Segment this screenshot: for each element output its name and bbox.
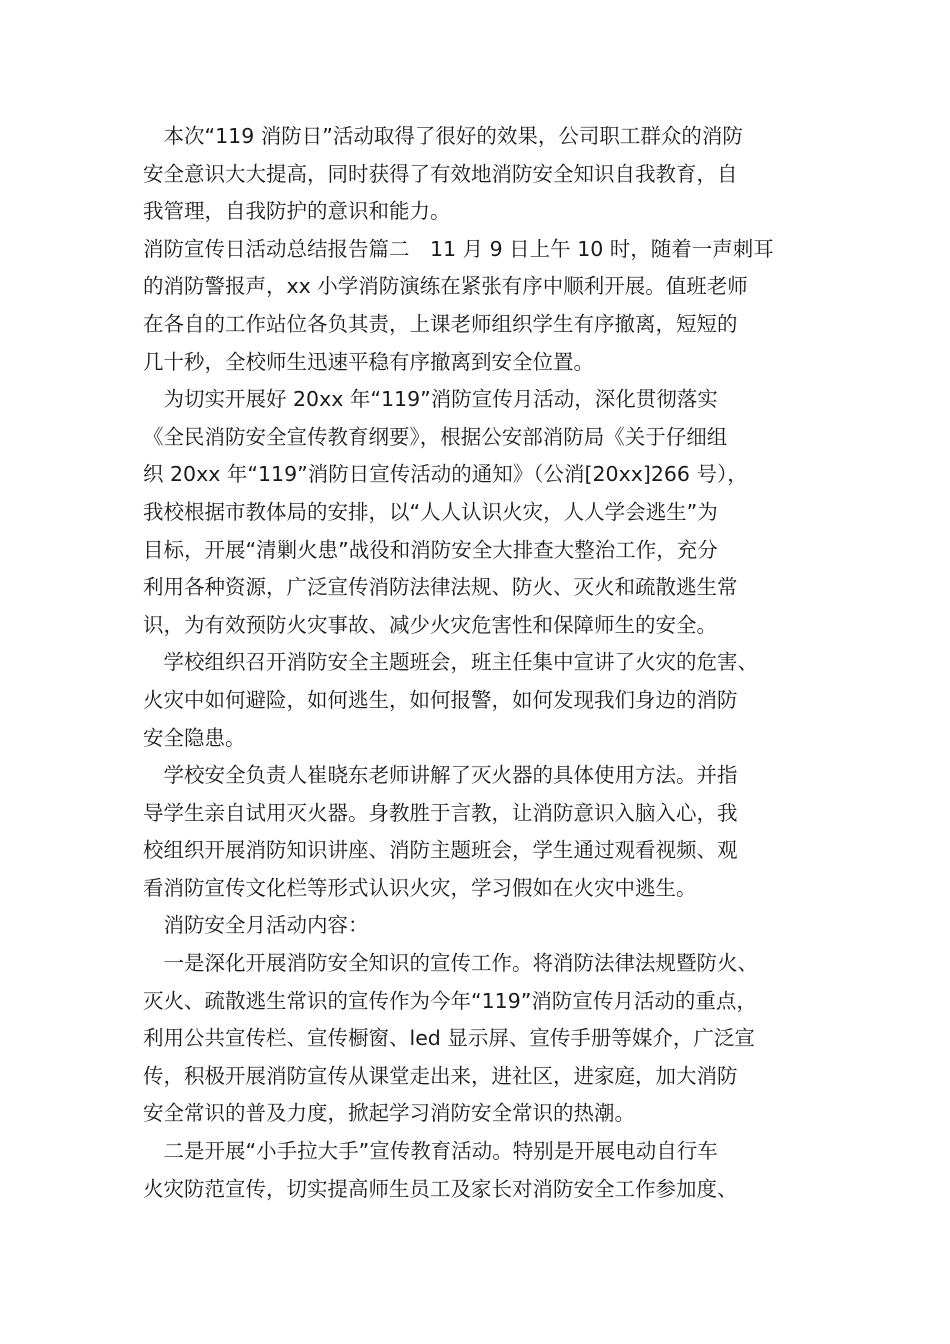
text-line: 学校安全负责人崔晓东老师讲解了灭火器的具体使用方法。并指	[143, 763, 738, 788]
text-line: 看消防宣传文化栏等形式认识火灾，学习假如在火灾中逃生。	[143, 875, 697, 900]
text-line: 利用各种资源，广泛宣传消防法律法规、防火、灭火和疏散逃生常	[143, 575, 738, 600]
text-line: 校组织开展消防知识讲座、消防主题班会，学生通过观看视频、观	[143, 838, 738, 863]
text-line: 织 20xx 年“119”消防日宣传活动的通知》（公消[20xx]266 号），	[143, 462, 748, 487]
text-line: 目标，开展“清剿火患”战役和消防安全大排查大整治工作，充分	[143, 537, 718, 562]
text-line: 利用公共宣传栏、宣传橱窗、led 显示屏、宣传手册等媒介，广泛宣	[143, 1026, 755, 1051]
text-line: 我管理，自我防护的意识和能力。	[143, 199, 451, 224]
text-line: 安全意识大大提高，同时获得了有效地消防安全知识自我教育，自	[143, 161, 738, 186]
text-line: 安全隐患。	[143, 725, 246, 750]
text-line: 的消防警报声，xx 小学消防演练在紧张有序中顺利开展。值班老师	[143, 274, 748, 299]
text-line: 安全常识的普及力度，掀起学习消防安全常识的热潮。	[143, 1101, 635, 1126]
text-line: 导学生亲自试用灭火器。身教胜于言教，让消防意识入脑入心，我	[143, 800, 738, 825]
text-line: 几十秒，全校师生迅速平稳有序撤离到安全位置。	[143, 349, 594, 374]
text-line: 在各自的工作站位各负其责，上课老师组织学生有序撤离，短短的	[143, 311, 738, 336]
text-line: 识，为有效预防火灾事故、减少火灾危害性和保障师生的安全。	[143, 612, 717, 637]
text-line: 学校组织召开消防安全主题班会，班主任集中宣讲了火灾的危害、	[143, 650, 758, 675]
text-line: 消防宣传日活动总结报告篇二 11 月 9 日上午 10 时，随着一声刺耳	[143, 236, 774, 261]
text-line: 灭火、疏散逃生常识的宣传作为今年“119”消防宣传月活动的重点，	[143, 988, 757, 1013]
text-line: 传，积极开展消防宣传从课堂走出来，进社区，进家庭，加大消防	[143, 1063, 738, 1088]
text-line: 二是开展“小手拉大手”宣传教育活动。特别是开展电动自行车	[143, 1139, 718, 1164]
body-text	[143, 118, 813, 1208]
text-line: 我校根据市教体局的安排，以“人人认识火灾，人人学会逃生”为	[143, 499, 718, 524]
text-line: 为切实开展好 20xx 年“119”消防宣传月活动，深化贯彻落实	[143, 387, 718, 412]
text-line: 火灾防范宣传，切实提高师生员工及家长对消防安全工作参加度、	[143, 1176, 738, 1201]
text-line: 一是深化开展消防安全知识的宣传工作。将消防法律法规暨防火、	[143, 951, 758, 976]
text-line: 本次“119 消防日”活动取得了很好的效果，公司职工群众的消防	[143, 124, 743, 148]
text-line: 消防安全月活动内容：	[143, 913, 369, 938]
text-line: 《全民消防安全宣传教育纲要》，根据公安部消防局《关于仔细组	[143, 424, 728, 449]
text-line: 火灾中如何避险，如何逃生，如何报警，如何发现我们身边的消防	[143, 687, 738, 712]
